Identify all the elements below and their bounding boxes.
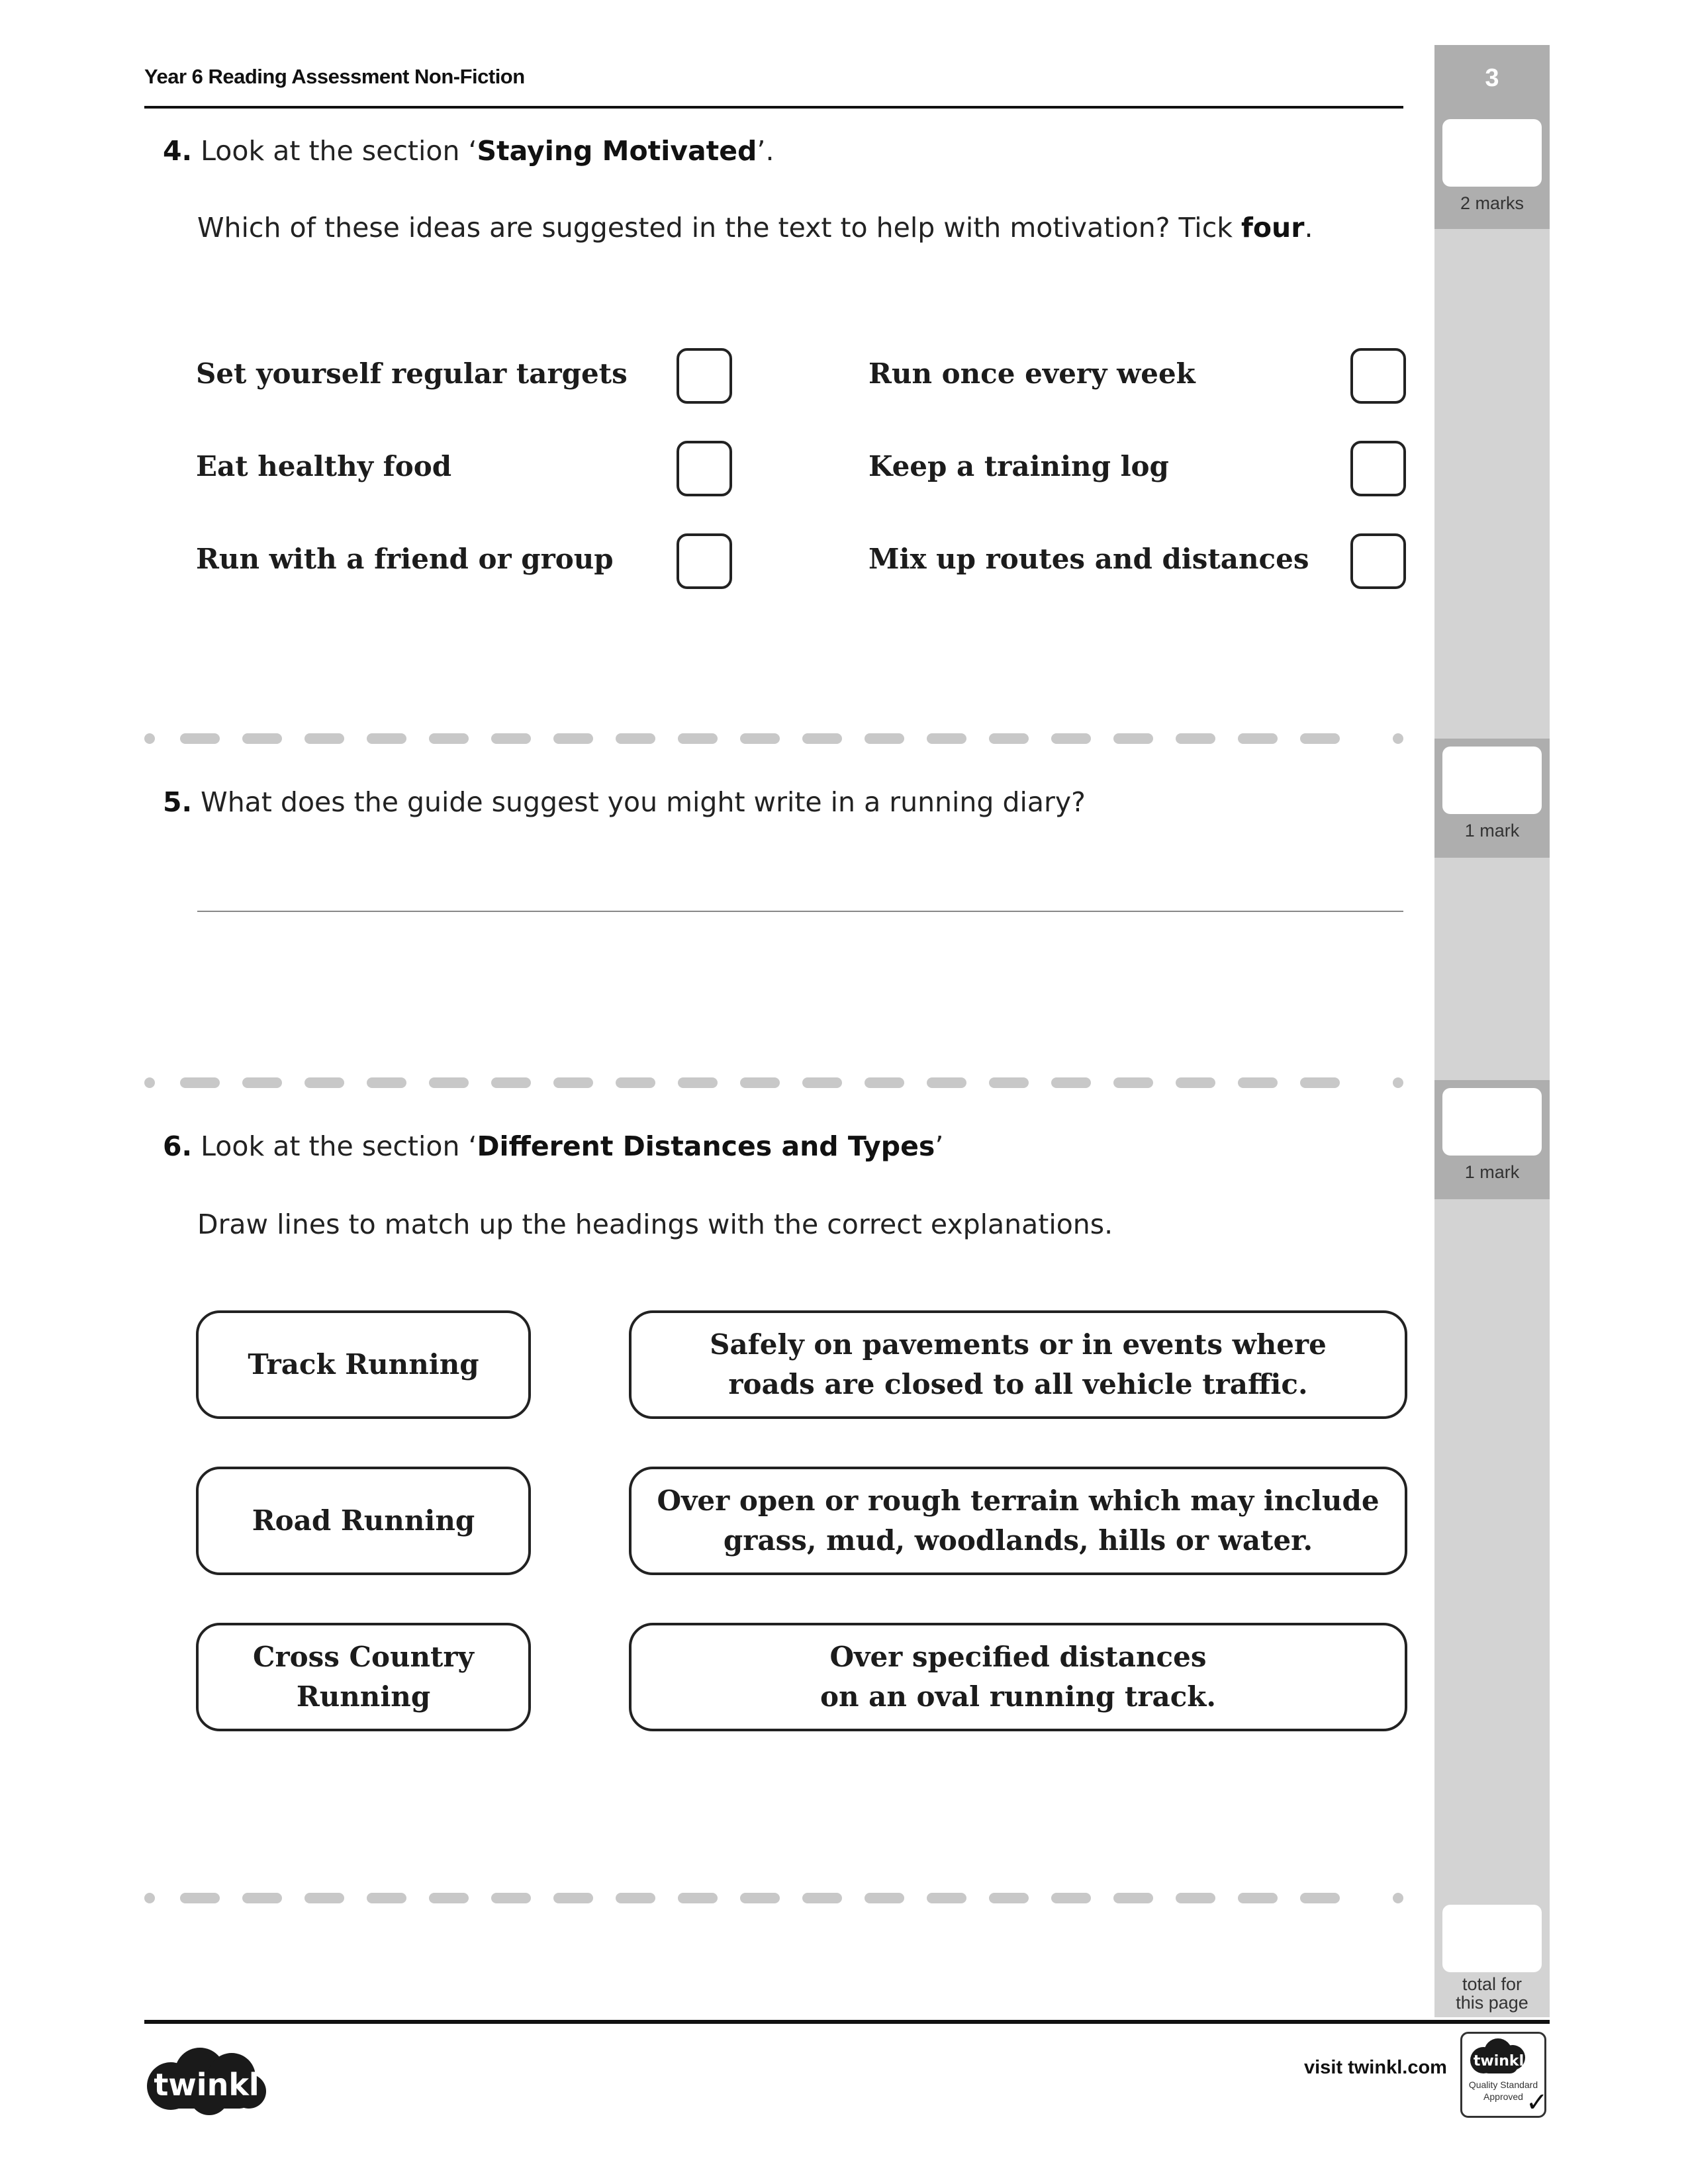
q4-option-label: Run once every week: [868, 357, 1196, 390]
separator-dash: [1176, 1893, 1215, 1903]
page-total-label: total for this page: [1456, 1974, 1528, 2013]
separator-dash: [144, 733, 155, 744]
separator-dash: [553, 733, 593, 744]
q6-section-name: Different Distances and Types: [477, 1130, 935, 1162]
page-number: 3: [1434, 45, 1550, 111]
separator-dash: [1238, 733, 1278, 744]
separator-dash: [180, 1077, 220, 1088]
q4-option-label: Run with a friend or group: [196, 543, 614, 575]
badge-logo-text: twinkl: [1473, 2053, 1524, 2070]
separator-dash: [305, 1077, 344, 1088]
section-separator: [144, 1077, 1403, 1088]
separator-dash: [1393, 1893, 1403, 1903]
q6-mark-box[interactable]: [1442, 1088, 1542, 1156]
separator-dash: [678, 1077, 718, 1088]
separator-dash: [553, 1893, 593, 1903]
footer-divider: [144, 2020, 1550, 2024]
q4-tick-box[interactable]: [1350, 441, 1406, 496]
separator-dash: [1113, 733, 1153, 744]
separator-dash: [927, 733, 966, 744]
separator-dash: [616, 1077, 655, 1088]
separator-dash: [305, 1893, 344, 1903]
separator-dash: [305, 733, 344, 744]
q4-tick-box[interactable]: [677, 441, 732, 496]
separator-dash: [1051, 733, 1091, 744]
separator-dash: [1238, 1077, 1278, 1088]
badge-cloud-icon: [1469, 2038, 1528, 2077]
q4-option-label: Keep a training log: [868, 450, 1169, 482]
q6-intro: 6. Look at the section ‘Different Distances and Types’: [163, 1130, 944, 1162]
q4-option-label: Mix up routes and distances: [868, 543, 1309, 575]
separator-dash: [1238, 1893, 1278, 1903]
separator-dash: [1393, 1077, 1403, 1088]
q4-mark-box[interactable]: [1442, 119, 1542, 187]
separator-dash: [144, 1893, 155, 1903]
separator-dash: [865, 733, 904, 744]
separator-dash: [865, 1077, 904, 1088]
separator-dash: [491, 733, 531, 744]
explanation-box[interactable]: Over open or rough terrain which may include grass, mud, woodlands, hills or water.: [629, 1467, 1407, 1575]
q6-mark-tab: [1434, 1080, 1550, 1199]
separator-dash: [491, 1893, 531, 1903]
page-total-box[interactable]: [1442, 1905, 1542, 1972]
separator-dash: [429, 733, 469, 744]
separator-dash: [1300, 1077, 1340, 1088]
q4-section-name: Staying Motivated: [477, 135, 757, 167]
q6-mark-label: 1 mark: [1464, 1162, 1520, 1182]
quality-badge: [1460, 2032, 1546, 2118]
separator-dash: [180, 1893, 220, 1903]
visit-link[interactable]: visit twinkl.com: [1304, 2057, 1447, 2078]
separator-dash: [740, 1893, 780, 1903]
separator-dash: [616, 733, 655, 744]
separator-dash: [740, 1077, 780, 1088]
q4-tick-box[interactable]: [1350, 533, 1406, 589]
q4-option-label: Eat healthy food: [196, 450, 452, 482]
separator-dash: [927, 1077, 966, 1088]
marking-column: [1434, 45, 1550, 2017]
separator-dash: [1176, 1077, 1215, 1088]
separator-dash: [367, 1077, 406, 1088]
separator-dash: [1113, 1077, 1153, 1088]
separator-dash: [1393, 733, 1403, 744]
separator-dash: [1051, 1893, 1091, 1903]
q4-intro: 4. Look at the section ‘Staying Motivated’.: [163, 135, 774, 167]
heading-box-track-running[interactable]: Track Running: [196, 1310, 531, 1419]
separator-dash: [1051, 1077, 1091, 1088]
q5-question: 5. What does the guide suggest you might write in a running diary?: [163, 786, 1086, 818]
q5-answer-line[interactable]: [197, 911, 1403, 912]
document-title: Year 6 Reading Assessment Non-Fiction: [144, 65, 525, 88]
heading-box-cross-country[interactable]: Cross Country Running: [196, 1623, 531, 1731]
checkmark-icon: ✓: [1526, 2087, 1548, 2118]
separator-dash: [429, 1893, 469, 1903]
separator-dash: [802, 733, 842, 744]
q4-tick-box[interactable]: [677, 533, 732, 589]
separator-dash: [553, 1077, 593, 1088]
separator-dash: [1300, 733, 1340, 744]
separator-dash: [678, 1893, 718, 1903]
q4-tick-box[interactable]: [1350, 348, 1406, 404]
separator-dash: [242, 1893, 282, 1903]
separator-dash: [989, 1893, 1029, 1903]
q4-number: 4.: [163, 135, 193, 167]
separator-dash: [144, 1077, 155, 1088]
q4-option-label: Set yourself regular targets: [196, 357, 628, 390]
q5-mark-box[interactable]: [1442, 747, 1542, 814]
separator-dash: [367, 1893, 406, 1903]
separator-dash: [678, 733, 718, 744]
separator-dash: [616, 1893, 655, 1903]
separator-dash: [242, 1077, 282, 1088]
q5-number: 5.: [163, 786, 193, 818]
heading-box-road-running[interactable]: Road Running: [196, 1467, 531, 1575]
separator-dash: [242, 733, 282, 744]
twinkl-logo-text: twinkl: [154, 2067, 259, 2103]
separator-dash: [989, 1077, 1029, 1088]
separator-dash: [1113, 1893, 1153, 1903]
section-separator: [144, 733, 1403, 744]
separator-dash: [802, 1077, 842, 1088]
separator-dash: [927, 1893, 966, 1903]
q6-instruction: Draw lines to match up the headings with the correct explanations.: [197, 1208, 1113, 1240]
separator-dash: [989, 733, 1029, 744]
separator-dash: [491, 1077, 531, 1088]
section-separator: [144, 1893, 1403, 1903]
separator-dash: [367, 733, 406, 744]
header-divider: [144, 106, 1403, 109]
badge-caption: Quality Standard Approved: [1468, 2079, 1538, 2102]
q6-number: 6.: [163, 1130, 193, 1162]
separator-dash: [740, 733, 780, 744]
q4-mark-label: 2 marks: [1460, 193, 1524, 213]
q5-mark-label: 1 mark: [1464, 821, 1520, 841]
separator-dash: [1300, 1893, 1340, 1903]
separator-dash: [802, 1893, 842, 1903]
explanation-box[interactable]: Safely on pavements or in events where roads are closed to all vehicle traffic.: [629, 1310, 1407, 1419]
twinkl-logo: [146, 2045, 267, 2116]
q5-mark-tab: [1434, 739, 1550, 858]
separator-dash: [865, 1893, 904, 1903]
q4-mark-tab: [1434, 111, 1550, 229]
q4-question: Which of these ideas are suggested in the text to help with motivation? Tick four.: [197, 212, 1313, 244]
separator-dash: [1176, 733, 1215, 744]
separator-dash: [429, 1077, 469, 1088]
explanation-box[interactable]: Over specified distances on an oval running track.: [629, 1623, 1407, 1731]
separator-dash: [180, 733, 220, 744]
q4-tick-box[interactable]: [677, 348, 732, 404]
